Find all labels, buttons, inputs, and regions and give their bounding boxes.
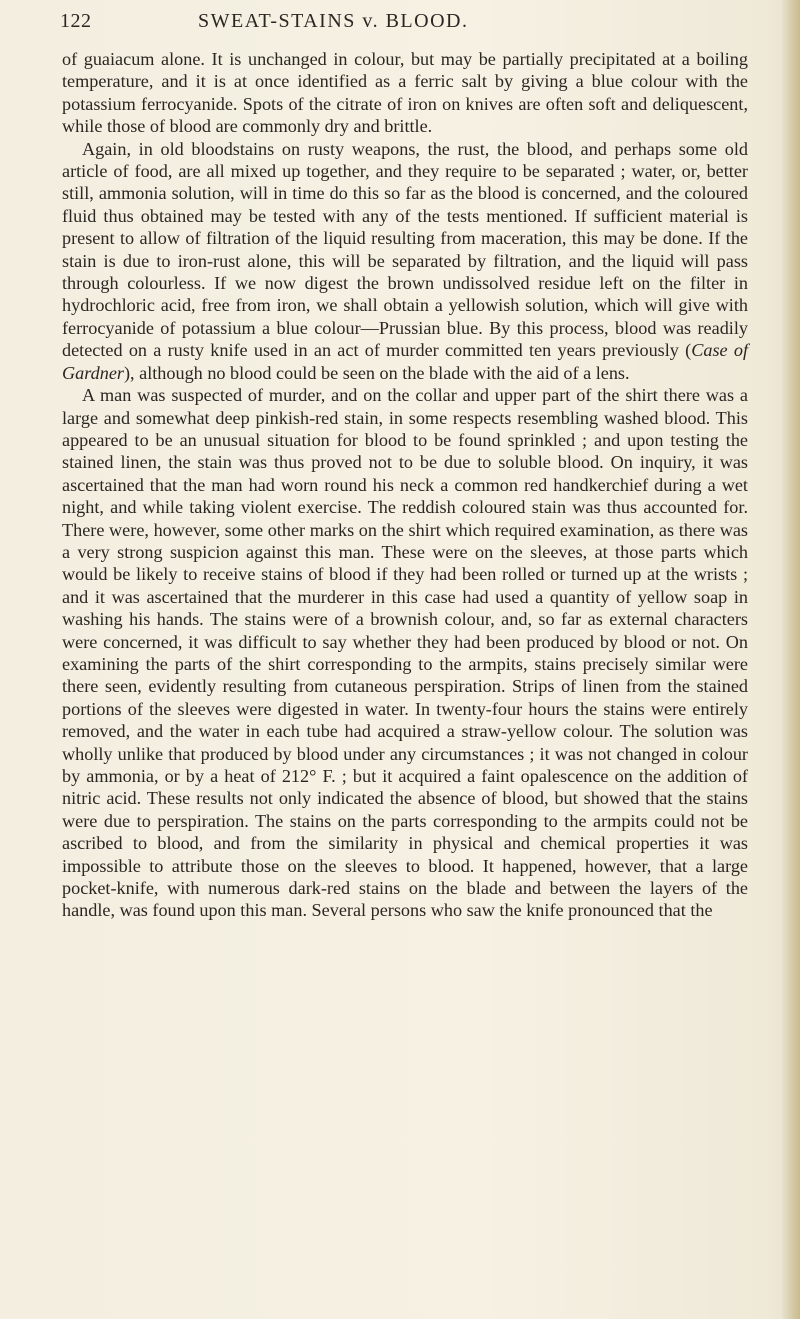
paragraph-rusty-weapons-end: ), although no blood could be seen on the blade with the aid of a lens.	[123, 362, 630, 383]
running-head	[60, 8, 750, 36]
paragraph-rusty-weapons-text: Again, in old bloodstains on rusty weapons, the rust, the blood, and perhaps some old article of food, are all mixed up together, and they require to be separated ; water, or, better still, ammonia solution, will in time do this so far as the blood is concerned, and the coloured fluid thus obtained may be tested with any of the tests mentioned. If sufficient material is present to allow of filtration of the liquid resulting from maceration, this may be done. If the stain is due to iron-rust alone, this will be separated by filtration, and the liquid will pass through colourless. If we now digest the brown undissolved residue left on the filter in hydrochloric acid, free from iron, we shall obtain a yellowish solution, which will give with ferrocyanide of potassium a blue colour—Prussian blue. By this process, blood was readily detected on a rusty knife used in an act of murder committed ten years previously (	[62, 138, 748, 361]
paragraph-murder-case: A man was suspected of murder, and on the collar and upper part of the shirt there was a large and somewhat deep pinkish-red stain, in some respects resembling washed blood. This appeared to be an unusual situation for blood to be found sprinkled ; and upon testing the stained linen, the stain was thus proved not to be due to soluble blood. On inquiry, it was ascertained that the man had worn round his neck a common red handkerchief during a wet night, and while taking violent exercise. The reddish coloured stain was thus accounted for. There were, however, some other marks on the shirt which required examination, as there was a very strong suspicion against this man. These were on the sleeves, at those parts which would be likely to receive stains of blood if they had been rolled or turned up at the wrists ; and it was ascertained that the murderer in this case had used a quantity of yellow soap in washing his hands. The stains were of a brownish colour, and, so far as external characters were concerned, it was difficult to say whether they had been produced by blood or not. On examining the parts of the shirt corresponding to the armpits, stains precisely similar were there seen, evidently resulting from cutaneous perspiration. Strips of linen from the stained portions of the sleeves were digested in water. In twenty-four hours the stains were entirely removed, and the water in each tube had acquired a straw-yellow colour. The solution was wholly unlike that produced by blood under any circumstances ; it was not changed in colour by ammonia, or by a heat of 212° F. ; but it acquired a faint opalescence on the addition of nitric acid. These results not only indicated the absence of blood, but showed that the stains were due to perspiration. The stains on the parts corresponding to the armpits could not be ascribed to blood, and from the similarity in physical and chemical properties it was impossible to attribute those on the sleeves to blood. It happened, however, that a large pocket-knife, with numerous dark-red stains on the blade and between the layers of the handle, was found upon this man. Several persons who saw the knife pronounced that the	[62, 385, 748, 921]
body-text	[62, 48, 748, 922]
paragraph-guaiacum: of guaiacum alone. It is unchanged in colour, but may be partially precipitated at a boiling temperature, and it is at once identified as a ferric salt by giving a blue colour with the potassium ferrocyanide. Spots of the citrate of iron on knives are often soft and deliquescent, while those of blood are commonly dry and brittle.	[62, 49, 748, 137]
running-title: SWEAT-STAINS v. BLOOD.	[198, 10, 469, 32]
page-number: 122	[60, 10, 92, 32]
paragraph-rusty-weapons	[62, 138, 748, 384]
case-reference: Case of Gardner	[62, 340, 748, 383]
page-edge	[782, 0, 800, 1319]
